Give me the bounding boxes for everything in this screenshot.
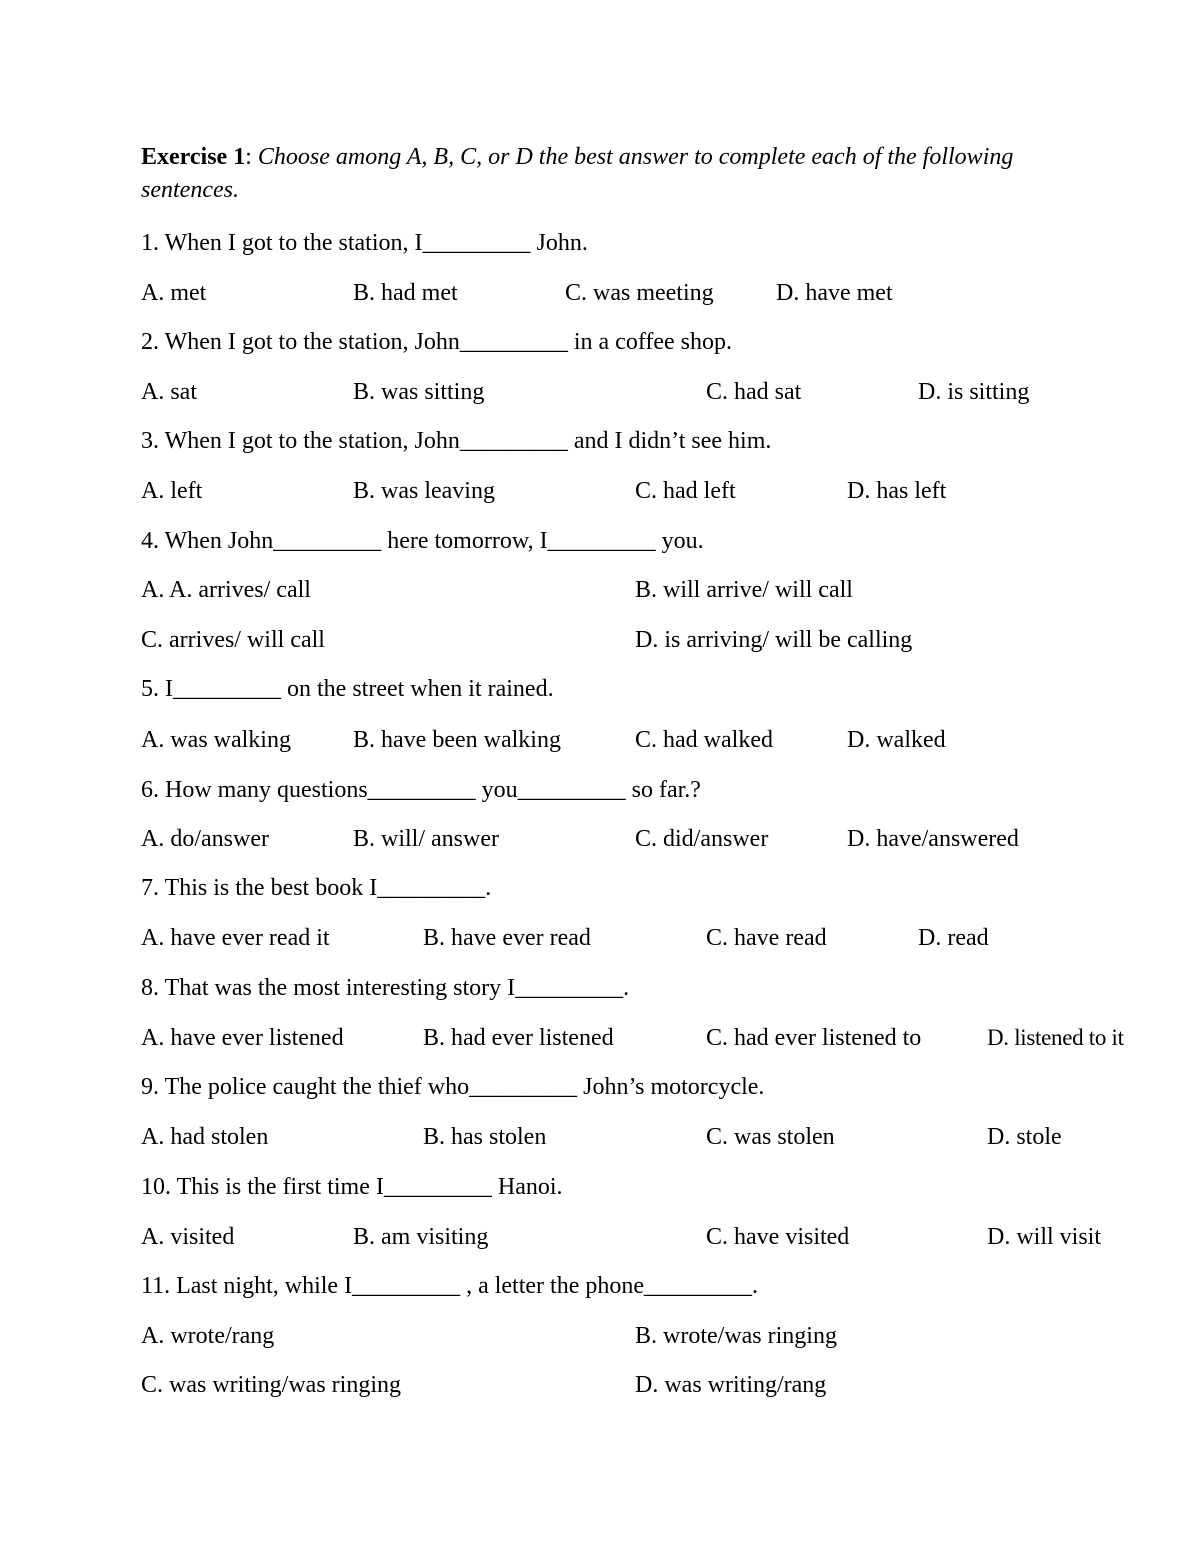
question-10-stem: 10. This is the first time I_________ Hanoi. (141, 1174, 563, 1200)
question-9-option-c: C. was stolen (706, 1124, 835, 1150)
question-1-option-b: B. had met (353, 280, 458, 306)
question-3-option-a: A. left (141, 478, 203, 504)
question-4-option-b: B. will arrive/ will call (635, 577, 853, 603)
question-2-option-d: D. is sitting (918, 379, 1030, 405)
question-10-option-d: D. will visit (987, 1224, 1102, 1250)
question-11-option-a: A. wrote/rang (141, 1323, 275, 1349)
question-10-option-b: B. am visiting (353, 1224, 489, 1250)
question-1-stem: 1. When I got to the station, I_________ John. (141, 230, 588, 256)
question-9-option-b: B. has stolen (423, 1124, 547, 1150)
question-3-option-d: D. has left (847, 478, 947, 504)
exercise-instruction: Choose among A, B, C, or D the best answer to complete each of the following sentences. (141, 144, 1014, 203)
question-4-option-d: D. is arriving/ will be calling (635, 627, 913, 653)
question-1-option-d: D. have met (776, 280, 893, 306)
question-2-option-b: B. was sitting (353, 379, 485, 405)
question-11-stem: 11. Last night, while I_________ , a letter the phone_________. (141, 1273, 759, 1299)
question-4-option-a: A. A. arrives/ call (141, 577, 311, 603)
question-8-option-c: C. had ever listened to (706, 1025, 922, 1051)
question-1-option-c: C. was meeting (565, 280, 714, 306)
question-6-option-c: C. did/answer (635, 826, 769, 852)
question-6-stem: 6. How many questions_________ you_________ so far.? (141, 777, 701, 803)
question-10-option-a: A. visited (141, 1224, 235, 1250)
question-7-option-b: B. have ever read (423, 925, 591, 951)
question-5-option-d: D. walked (847, 727, 946, 753)
question-5-option-a: A. was walking (141, 727, 291, 753)
question-8-option-d: D. listened to it (987, 1025, 1124, 1050)
question-7-option-d: D. read (918, 925, 989, 951)
question-1-option-a: A. met (141, 280, 207, 306)
question-2-stem: 2. When I got to the station, John_________ in a coffee shop. (141, 329, 733, 355)
exercise-colon: : (245, 144, 252, 170)
question-6-option-d: D. have/answered (847, 826, 1019, 852)
question-8-stem: 8. That was the most interesting story I_________. (141, 975, 630, 1001)
question-5-option-c: C. had walked (635, 727, 773, 753)
question-5-stem: 5. I_________ on the street when it rained. (141, 676, 554, 702)
question-9-option-d: D. stole (987, 1124, 1062, 1150)
question-7-stem: 7. This is the best book I_________. (141, 875, 492, 901)
question-11-option-b: B. wrote/was ringing (635, 1323, 837, 1349)
question-6-option-b: B. will/ answer (353, 826, 499, 852)
question-3-option-c: C. had left (635, 478, 736, 504)
question-7-option-a: A. have ever read it (141, 925, 330, 951)
question-6-option-a: A. do/answer (141, 826, 269, 852)
question-8-option-b: B. had ever listened (423, 1025, 614, 1051)
question-3-option-b: B. was leaving (353, 478, 495, 504)
question-4-stem: 4. When John_________ here tomorrow, I_________ you. (141, 528, 704, 554)
question-5-option-b: B. have been walking (353, 727, 561, 753)
question-3-stem: 3. When I got to the station, John_________ and I didn’t see him. (141, 428, 772, 454)
question-11-option-d: D. was writing/rang (635, 1372, 827, 1398)
question-2-option-c: C. had sat (706, 379, 802, 405)
question-8-option-a: A. have ever listened (141, 1025, 344, 1051)
question-9-stem: 9. The police caught the thief who_________ John’s motorcycle. (141, 1074, 765, 1100)
question-11-option-c: C. was writing/was ringing (141, 1372, 401, 1398)
question-2-option-a: A. sat (141, 379, 197, 405)
question-10-option-c: C. have visited (706, 1224, 850, 1250)
question-4-option-c: C. arrives/ will call (141, 627, 325, 653)
exercise-label: Exercise 1 (141, 144, 246, 170)
question-7-option-c: C. have read (706, 925, 827, 951)
exercise-heading (141, 141, 1081, 207)
question-9-option-a: A. had stolen (141, 1124, 269, 1150)
